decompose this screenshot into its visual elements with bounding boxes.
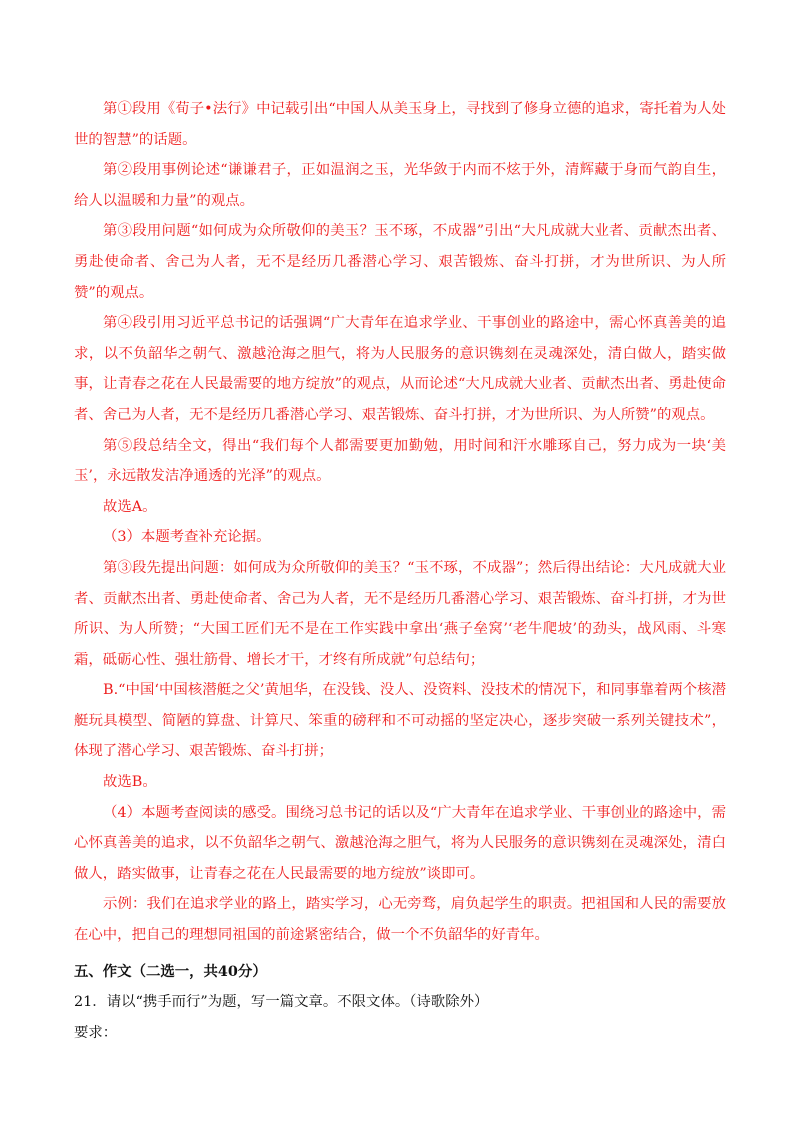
analysis-paragraph-1: 第①段用《荀子•法行》中记载引出“中国人从美玉身上，寻找到了修身立德的追求，寄托着为人处世的智慧”的话题。 <box>74 101 726 148</box>
question-3-intro: （3）本题考查补充论据。 <box>103 529 271 546</box>
essay-question: 21．请以“携手而行”为题，写一篇文章。不限文体。（诗歌除外） <box>74 994 489 1011</box>
analysis-paragraph-3: 第③段用问题“如何成为众所敬仰的美玉？玉不琢，不成器”引出“大凡成就大业者、贡献杰出者、勇赴使命者、舍己为人者，无不是经历几番潜心学习、艰苦锻炼、奋斗打拼，才为世所识、为人所赞”的观点。 <box>74 223 726 301</box>
question-4-example: 示例：我们在追求学业的路上，踏实学习，心无旁骛，肩负起学生的职责。把祖国和人民的需要放在心中，把自己的理想同祖国的前途紧密结合，做一个不负韶华的好青年。 <box>74 896 726 944</box>
analysis-paragraph-4: 第④段引用习近平总书记的话强调“广大青年在追求学业、干事创业的路途中，需心怀真善美的追求，以不负韶华之朝气、激越沧海之胆气，将为人民服务的意识镌刻在灵魂深处，清白做人，踏实做事，让青春之花在人民最需要的地方绽放”的观点，从而论述“大凡成就大业者、贡献杰出者、勇赴使命者、舍己为人者，无不是经历几番潜心学习、艰苦锻炼、奋斗打拼，才为世所识、为人所赞”的观点。 <box>74 315 726 423</box>
analysis-paragraph-5: 第⑤段总结全文，得出“我们每个人都需要更加勤勉，用时间和汗水雕琢自己，努力成为一块‘美玉’，永远散发洁净通透的光泽”的观点。 <box>74 437 726 485</box>
section-heading: 五、作文（二选一，共40分） <box>74 962 267 980</box>
answer-choice-b: 故选B。 <box>103 774 157 791</box>
answer-choice-a: 故选A。 <box>103 498 157 515</box>
question-4-analysis: （4）本题考查阅读的感受。围绕习总书记的话以及“广大青年在追求学业、干事创业的路途中，需心怀真善美的追求，以不负韶华之朝气、激越沧海之胆气，将为人民服务的意识镌刻在灵魂深处，清白做人，踏实做事，让青春之花在人民最需要的地方绽放”谈即可。 <box>74 804 726 882</box>
question-3-option-b: B.“中国‘中国核潜艇之父’黄旭华，在没钱、没人、没资料、没技术的情况下，和同事靠着两个核潜艇玩具模型、简陋的算盘、计算尺、笨重的磅秤和不可动摇的坚定决心，逐步突破一系列关键技术”，体现了潜心学习、艰苦锻炼、奋斗打拼； <box>74 682 726 760</box>
page-content <box>74 94 726 1048</box>
question-3-analysis: 第③段先提出问题：如何成为众所敬仰的美玉？“玉不琢，不成器”；然后得出结论：大凡成就大业者、贡献杰出者、勇赴使命者、舍己为人者，无不是经历几番潜心学习、艰苦锻炼、奋斗打拼，才为世所识、为人所赞；“大国工匠们无不是在工作实践中拿出‘燕子垒窝’‘老牛爬坡’的劲头，战风雨、斗寒霜，砥砺心性、强壮筋骨、增长才干，才终有所成就”句总结句； <box>74 559 726 668</box>
essay-requirement-label: 要求： <box>74 1024 118 1041</box>
analysis-paragraph-2: 第②段用事例论述“谦谦君子，正如温润之玉，光华敛于内而不炫于外，清辉藏于身而气韵自生，给人以温暖和力量”的观点。 <box>74 162 726 209</box>
